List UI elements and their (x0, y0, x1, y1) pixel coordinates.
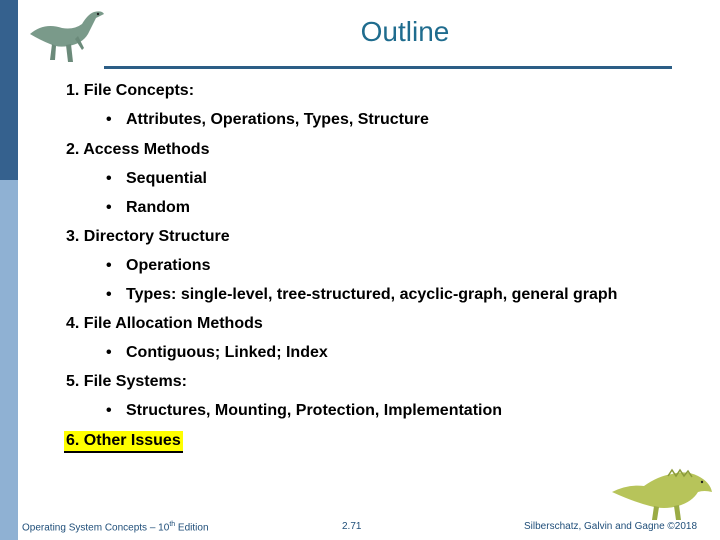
outline-item-3 (66, 228, 230, 246)
outline-subitem (106, 257, 210, 275)
outline-subitem (106, 344, 328, 362)
outline-subitem-text: Operations (126, 257, 211, 274)
outline-subitem-text: Sequential (126, 170, 207, 187)
dinosaur-footer-icon (608, 462, 716, 522)
left-accent-bar-top (0, 0, 18, 180)
bullet-icon: • (106, 286, 112, 303)
outline-subitem (106, 286, 617, 304)
outline-subitem (106, 170, 207, 188)
footer-edition-text: Edition (175, 522, 209, 534)
outline-item-text: 1. File Concepts: (66, 82, 195, 99)
outline-item-5 (66, 373, 187, 391)
outline-item-text: 6. Other Issues (64, 431, 183, 453)
outline-item-2 (66, 141, 209, 159)
outline-subitem (106, 111, 429, 129)
dinosaur-logo-icon (22, 6, 112, 68)
bullet-icon: • (106, 111, 112, 128)
outline-item-text: 4. File Allocation Methods (66, 315, 263, 332)
outline-item-4 (66, 315, 263, 333)
outline-subitem (106, 199, 190, 217)
outline-item-6-highlighted (66, 432, 183, 450)
bullet-icon: • (106, 170, 112, 187)
outline-item-text: 3. Directory Structure (66, 228, 230, 245)
outline-item-text: 5. File Systems: (66, 373, 187, 390)
footer-book-title-text: Operating System Concepts – 10 (22, 522, 170, 534)
outline-subitem-text: Random (126, 199, 190, 216)
footer-book-title (22, 521, 209, 533)
footer-superscript: th (169, 521, 176, 528)
outline-item-1 (66, 82, 194, 100)
left-accent-bar-bottom (0, 180, 18, 540)
slide-title: Outline (360, 16, 450, 47)
footer-page-number: 2.71 (342, 521, 362, 532)
bullet-icon: • (106, 402, 112, 419)
footer-authors: Silberschatz, Galvin and Gagne ©2018 (524, 521, 698, 532)
outline-subitem-text: Structures, Mounting, Protection, Implementation (126, 402, 503, 419)
bullet-icon: • (106, 199, 112, 216)
bullet-icon: • (106, 344, 112, 361)
outline-subitem-text: Types: single-level, tree-structured, acyclic-graph, general graph (126, 286, 618, 303)
outline-subitem (106, 402, 502, 420)
bullet-icon: • (106, 257, 112, 274)
title-divider (104, 66, 672, 69)
outline-item-text: 2. Access Methods (66, 141, 210, 158)
outline-subitem-text: Attributes, Operations, Types, Structure (126, 111, 429, 128)
outline-subitem-text: Contiguous; Linked; Index (126, 344, 328, 361)
